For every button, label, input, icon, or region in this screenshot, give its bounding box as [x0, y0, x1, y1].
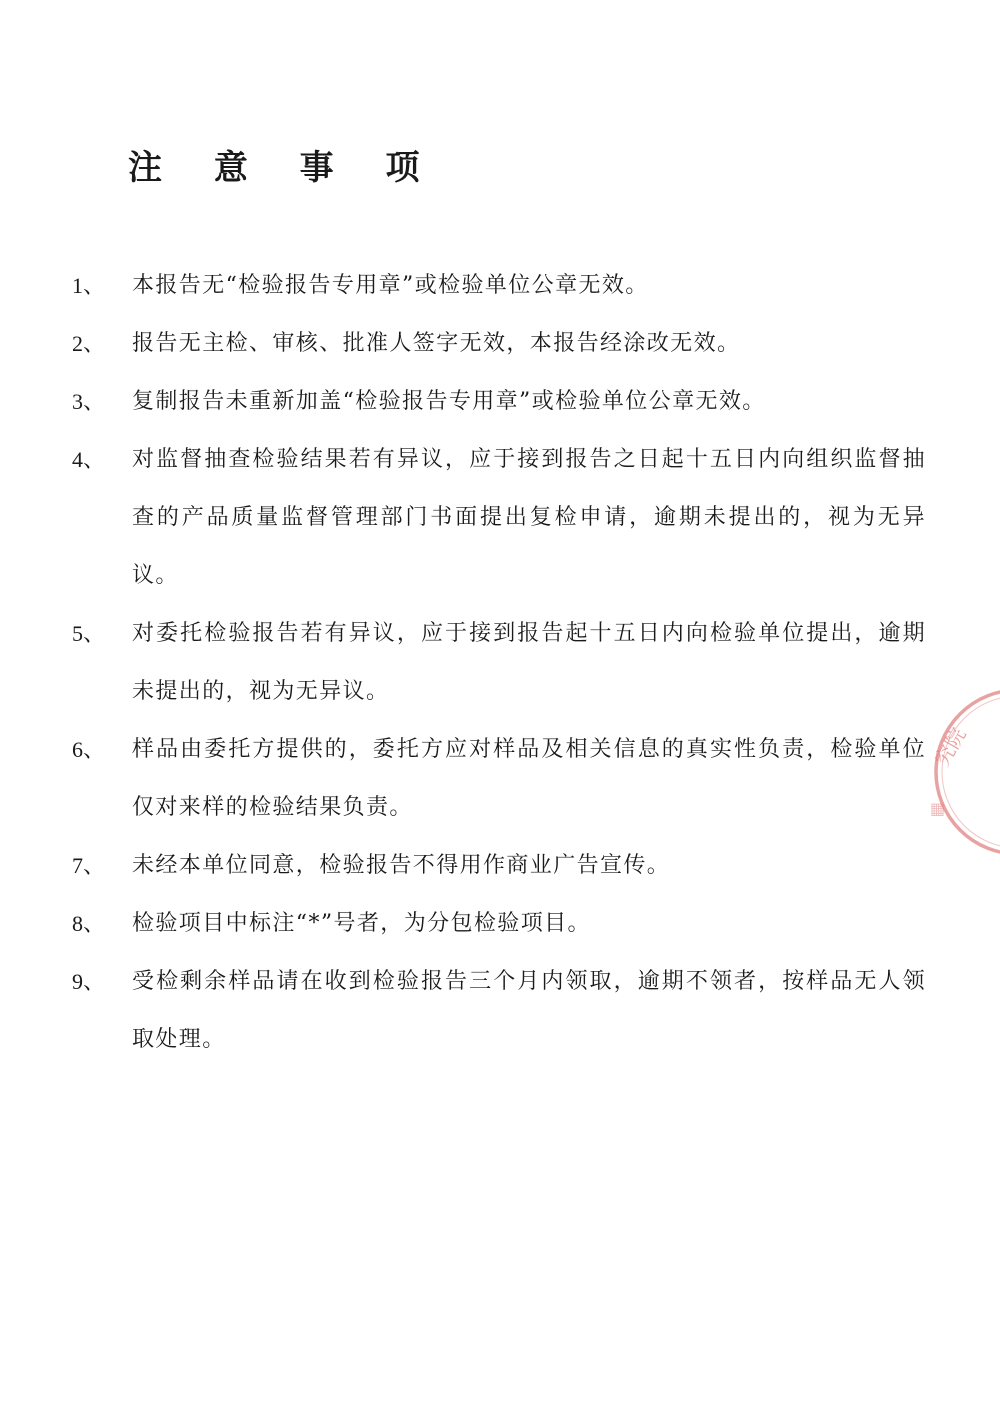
item-number: 5、 — [72, 621, 106, 646]
seal-inner-ring — [942, 696, 1000, 848]
item-text: 对监督抽查检验结果若有异议，应于接到报告之日起十五日内向组织监督抽查的产品质量监督管理部门书面提出复检申请，逾期未提出的，视为无异议。 — [132, 447, 926, 588]
item-number: 7、 — [72, 853, 106, 878]
page-title: 注 意 事 项 — [128, 148, 440, 188]
item-text: 报告无主检、审核、批准人签字无效，本报告经涂改无效。 — [132, 331, 741, 356]
notice-item-7 — [0, 837, 1000, 895]
seal-stamp-icon — [920, 682, 1000, 862]
notice-item-5 — [0, 605, 1000, 721]
notice-item-6 — [0, 721, 1000, 837]
item-number: 4、 — [72, 447, 106, 472]
official-seal — [920, 682, 1000, 862]
notice-list — [0, 257, 1000, 1069]
item-text: 未经本单位同意，检验报告不得用作商业广告宣传。 — [132, 853, 671, 878]
seal-mark: ▦ — [930, 799, 946, 818]
seal-text: 究院 — [929, 723, 971, 771]
item-text: 样品由委托方提供的，委托方应对样品及相关信息的真实性负责，检验单位仅对来样的检验结果负责。 — [132, 737, 926, 820]
item-number: 3、 — [72, 389, 106, 414]
notice-item-8 — [0, 895, 1000, 953]
item-text: 复制报告未重新加盖“检验报告专用章”或检验单位公章无效。 — [132, 389, 766, 414]
item-number: 2、 — [72, 331, 106, 356]
notice-item-2 — [0, 315, 1000, 373]
item-number: 6、 — [72, 737, 106, 762]
notice-item-4 — [0, 431, 1000, 605]
item-text: 受检剩余样品请在收到检验报告三个月内领取，逾期不领者，按样品无人领取处理。 — [132, 969, 926, 1052]
item-text: 检验项目中标注“*”号者，为分包检验项目。 — [132, 911, 591, 936]
item-text: 对委托检验报告若有异议，应于接到报告起十五日内向检验单位提出，逾期未提出的，视为无异议。 — [132, 621, 926, 704]
notice-item-3 — [0, 373, 1000, 431]
item-number: 9、 — [72, 969, 106, 994]
notice-item-1 — [0, 257, 1000, 315]
item-number: 8、 — [72, 911, 106, 936]
notice-item-9 — [0, 953, 1000, 1069]
item-number: 1、 — [72, 273, 106, 298]
item-text: 本报告无“检验报告专用章”或检验单位公章无效。 — [132, 273, 649, 298]
